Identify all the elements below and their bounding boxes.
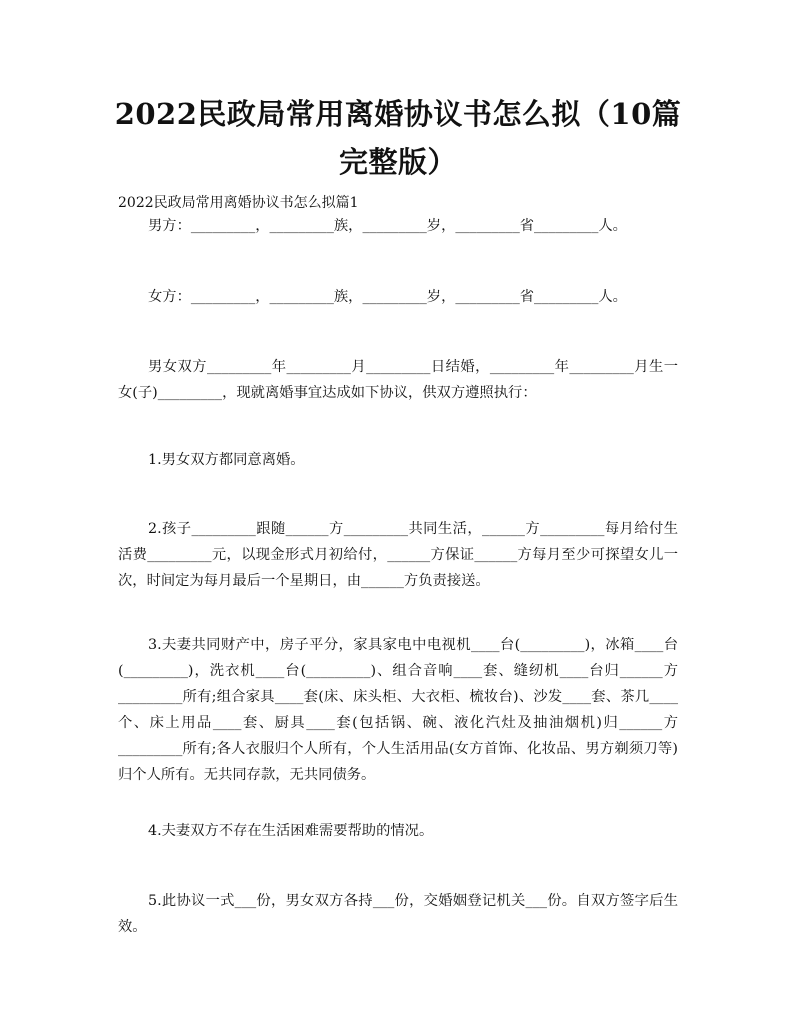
paragraph-female-info: 女方：_________，_________族，_________岁，_________省_________人。 [148, 289, 627, 305]
paragraph-clause-3: 3.夫妻共同财产中，房子平分，家具家电中电视机____台(_________)，冰箱____台(_________)，洗衣机____台(_________)、组合音响____套、缝纫机____台归______方_________所有;组合家具____套(床、床头柜、大衣柜、梳妆台)、沙发____套、茶几____个、床上用品____套、厨具____套(包括锅、碗、液化汽灶及抽油烟机)归______方_________所有;各人衣服归个人所有，个人生活用品(女方首饰、化妆品、男方剃须刀等)归个人所有。无共同存款，无共同债务。 [118, 637, 678, 783]
paragraph-marriage-info: 男女双方_________年_________月_________日结婚，_________年_________月生一女(子)_________，现就离婚事宜达成如下协议，供双方遵照执行： [118, 359, 678, 401]
paragraph-clause-2: 2.孩子_________跟随______方_________共同生活，______方_________每月给付生活费_________元，以现金形式月初给付，______方保证______方每月至少可探望女儿一次，时间定为每月最后一个星期日，由______方负责接送。 [118, 521, 678, 589]
paragraph-clause-1: 1.男女双方都同意离婚。 [148, 452, 305, 468]
paragraph-male-info: 男方：_________，_________族，_________岁，_________省_________人。 [148, 218, 627, 234]
section-heading: 2022民政局常用离婚协议书怎么拟篇1 [118, 195, 359, 211]
document-title: 2022民政局常用离婚协议书怎么拟（10篇完整版） [114, 97, 682, 179]
paragraph-clause-4: 4.夫妻双方不存在生活困难需要帮助的情况。 [148, 823, 434, 839]
paragraph-clause-5: 5.此协议一式___份，男女双方各持___份，交婚姻登记机关___份。自双方签字后生效。 [118, 893, 678, 935]
